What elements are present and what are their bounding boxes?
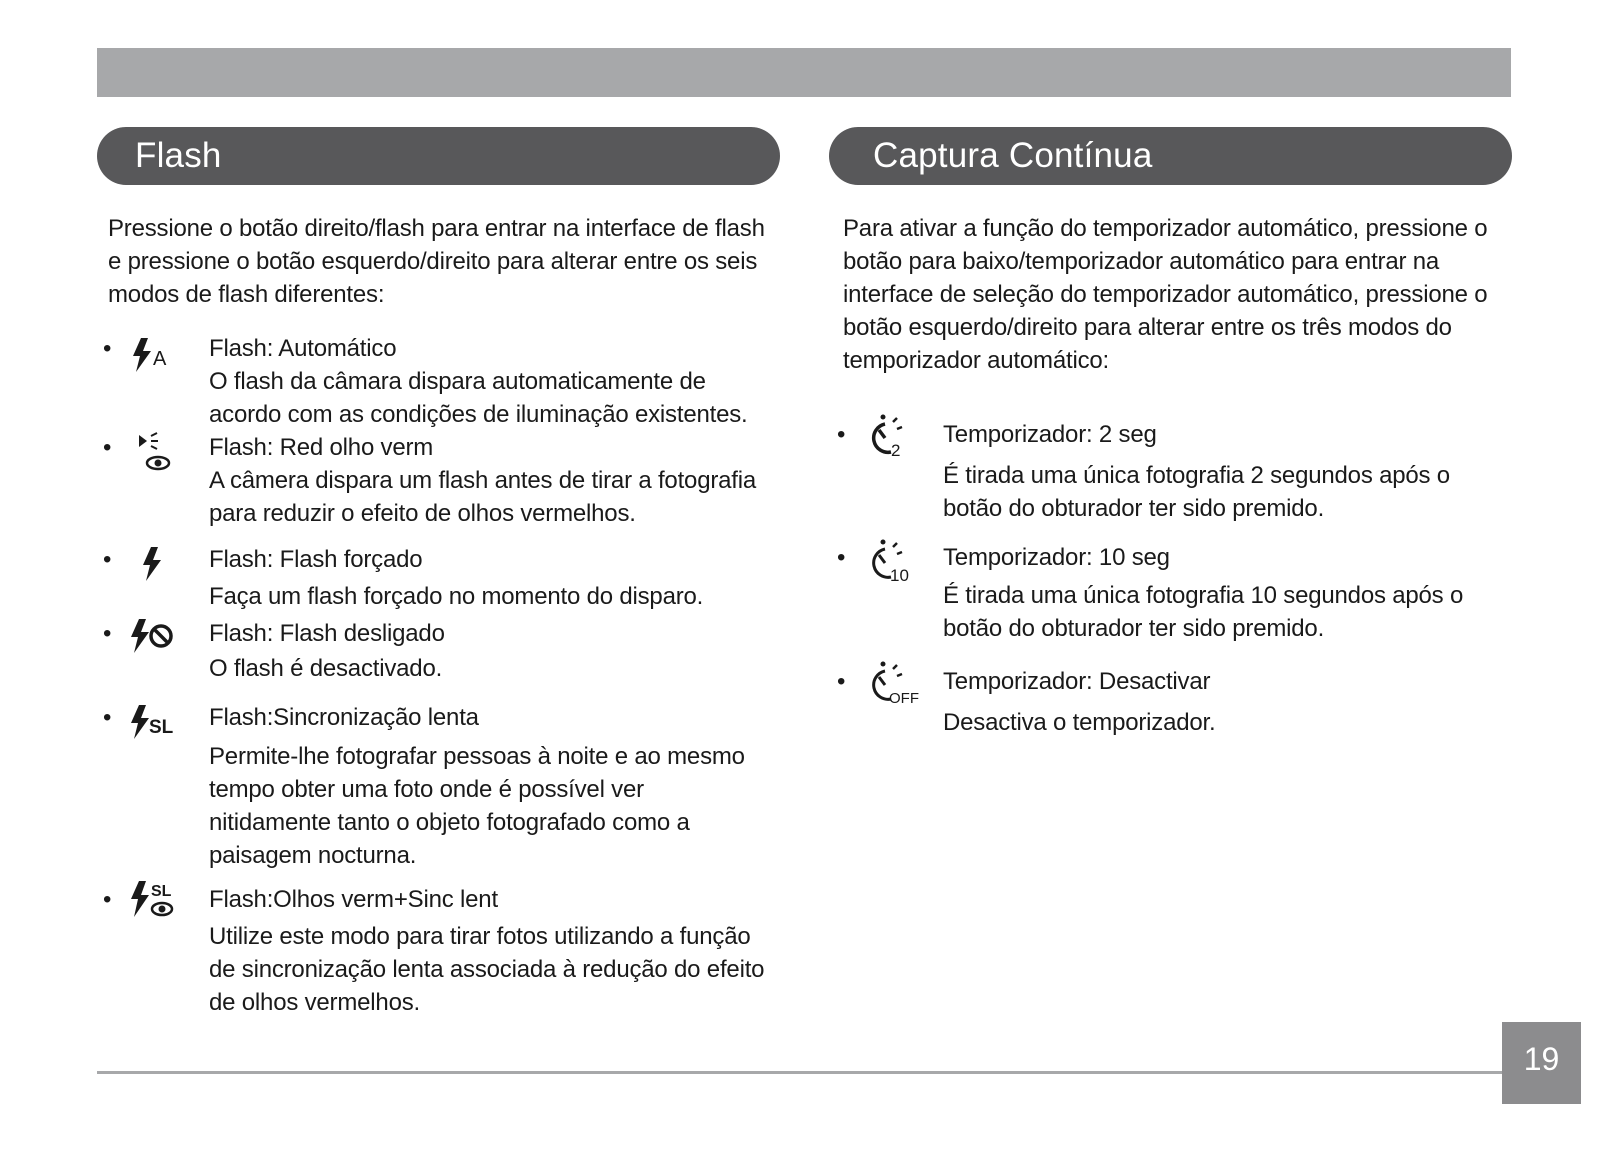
flash-off-icon: [127, 617, 179, 663]
svg-text:SL: SL: [151, 883, 172, 900]
flash-red-eye-slow-sync-icon: [127, 879, 179, 925]
bullet: •: [103, 886, 112, 913]
svg-text:10: 10: [890, 566, 909, 585]
item-desc: Utilize este modo para tirar fotos utilizando a função de sincronização lenta associada à redução do efeito de olhos vermelhos.: [209, 923, 765, 1016]
flash-red-eye-icon: [127, 433, 179, 479]
item-desc: A câmera dispara um flash antes de tirar a fotografia para reduzir o efeito de olhos vermelhos.: [209, 467, 757, 527]
self-timer-10s-icon: [861, 537, 913, 583]
item-title: Flash: Flash desligado: [209, 620, 445, 647]
bullet: •: [837, 421, 846, 448]
bullet: •: [837, 544, 846, 571]
item-title: Flash: Red olho verm: [209, 434, 434, 461]
item-desc: É tirada uma única fotografia 10 segundos após o botão do obturador ter sido premido.: [943, 582, 1464, 642]
list-item: [837, 418, 1517, 528]
svg-text:A: A: [153, 348, 167, 370]
svg-text:OFF: OFF: [889, 690, 919, 707]
bullet: •: [103, 434, 112, 461]
item-desc: Desactiva o temporizador.: [943, 709, 1216, 736]
continuous-section-title: Captura Contínua: [829, 127, 1512, 185]
item-title: Flash: Flash forçado: [209, 546, 423, 573]
item-title: Temporizador: 10 seg: [943, 544, 1170, 571]
item-title: Flash:Olhos verm+Sinc lent: [209, 886, 498, 913]
list-item: [103, 701, 783, 871]
list-item: [103, 431, 783, 531]
flash-section-title: Flash: [97, 127, 780, 185]
list-item: [103, 883, 783, 1023]
list-item: [103, 617, 783, 687]
item-desc: É tirada uma única fotografia 2 segundos após o botão do obturador ter sido premido.: [943, 462, 1450, 522]
item-desc: Faça um flash forçado no momento do disparo.: [209, 583, 704, 610]
item-desc: O flash é desactivado.: [209, 655, 443, 682]
svg-text:2: 2: [891, 441, 901, 460]
bullet: •: [103, 620, 112, 647]
self-timer-off-icon: [861, 659, 919, 707]
footer-rule: [97, 1071, 1502, 1074]
item-title: Temporizador: 2 seg: [943, 421, 1157, 448]
flash-forced-icon: [127, 545, 179, 591]
flash-auto-icon: [127, 336, 179, 382]
item-title: Flash:Sincronização lenta: [209, 704, 479, 731]
list-item: [103, 543, 783, 613]
page-number: 19: [1502, 1022, 1581, 1104]
continuous-intro: Para ativar a função do temporizador automático, pressione o botão para baixo/temporizador automático para entrar na interface de seleção do temporizador automático, pressione o botão esquerdo/direito para alterar entre os três modos do temporizador automático:: [843, 215, 1488, 374]
list-item: [837, 541, 1517, 651]
item-desc: Permite-lhe fotografar pessoas à noite e ao mesmo tempo obter uma foto onde é possível ver nitidamente tanto o objeto fotografado como a paisagem nocturna.: [209, 743, 745, 869]
svg-text:SL: SL: [149, 717, 174, 738]
list-item: [837, 665, 1517, 745]
item-title: Temporizador: Desactivar: [943, 668, 1211, 695]
flash-intro: Pressione o botão direito/flash para entrar na interface de flash e pressione o botão esquerdo/direito para alterar entre os seis modos de flash diferentes:: [108, 215, 765, 308]
item-title: Flash: Automático: [209, 335, 397, 362]
bullet: •: [103, 704, 112, 731]
top-band: [97, 48, 1511, 97]
bullet: •: [837, 668, 846, 695]
item-desc: O flash da câmara dispara automaticamente de acordo com as condições de iluminação existentes.: [209, 368, 748, 428]
self-timer-2s-icon: [861, 412, 913, 458]
flash-slow-sync-icon: [127, 703, 179, 749]
bullet: •: [103, 335, 112, 362]
list-item: [103, 332, 783, 432]
bullet: •: [103, 546, 112, 573]
